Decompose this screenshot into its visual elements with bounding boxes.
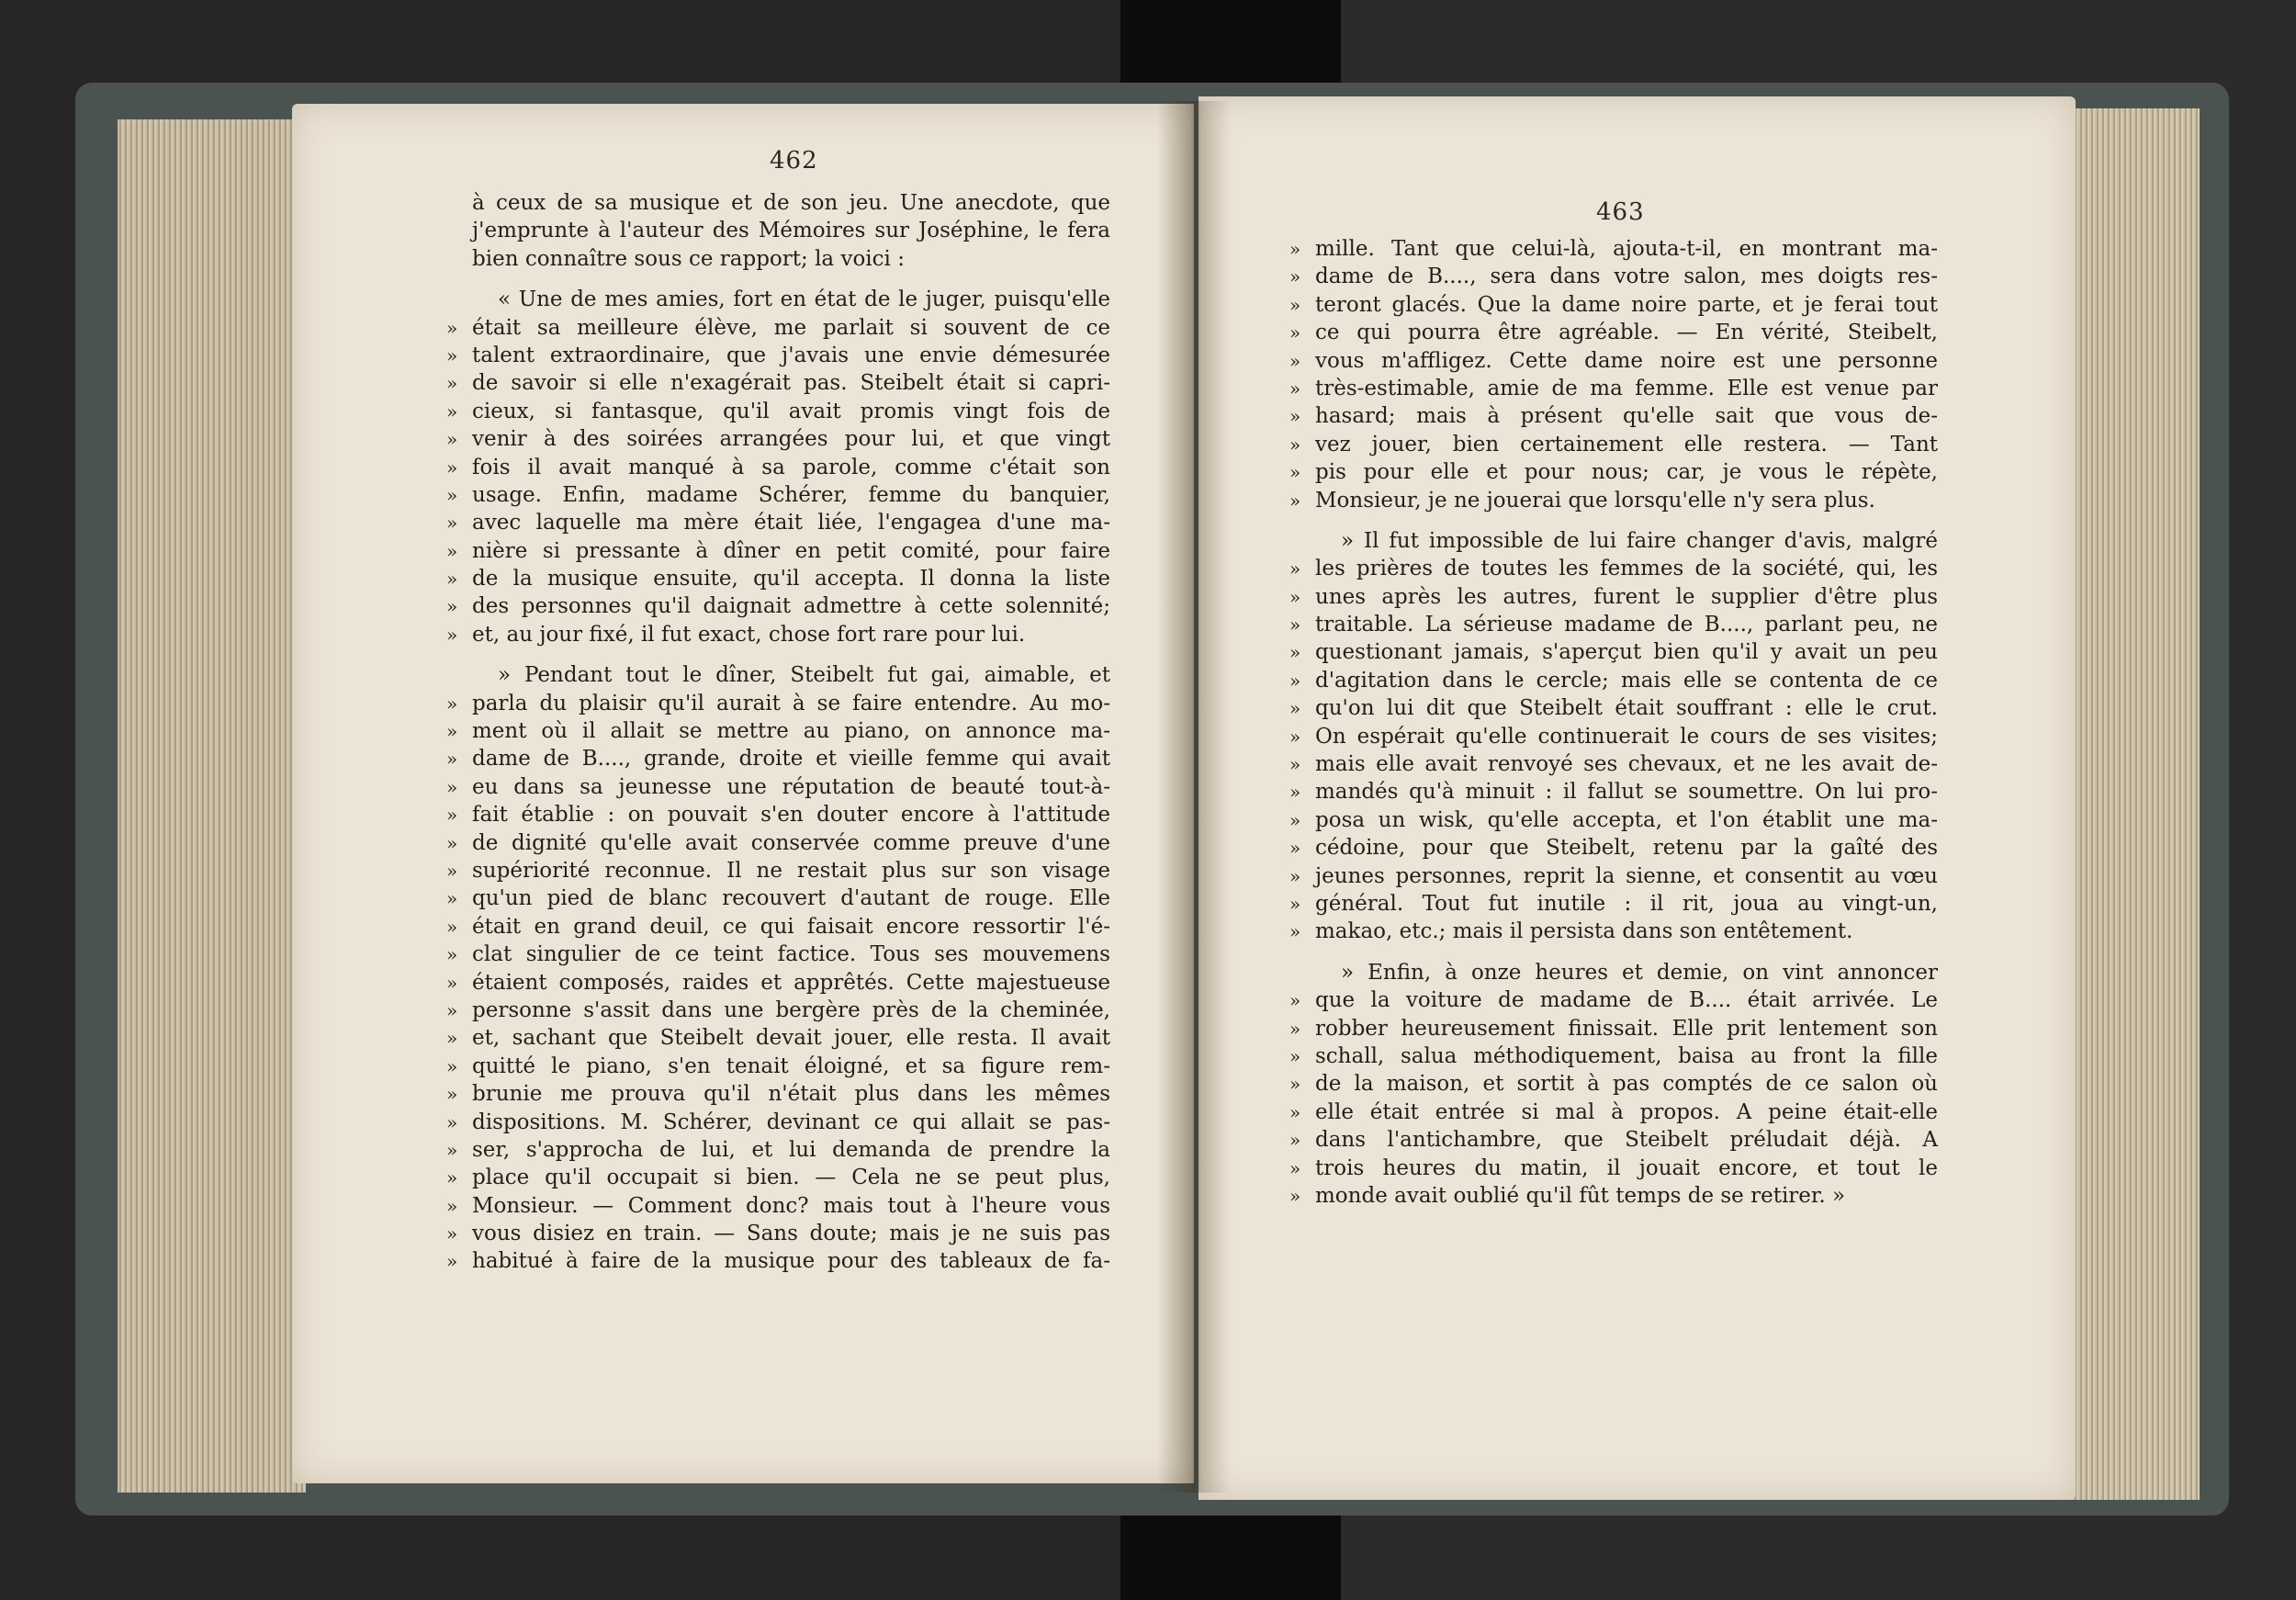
- line-text: monde avait oublié qu'il fût temps de se retirer. »: [1315, 1183, 1846, 1208]
- line-text: ce qui pourra être agréable. — En vérité, Steibelt,: [1315, 321, 1938, 345]
- text-line: [1289, 1070, 1938, 1098]
- text-line: [1289, 1099, 1938, 1126]
- text-line: [472, 245, 1110, 273]
- text-line: [1289, 778, 1938, 806]
- text-line: [1289, 986, 1938, 1014]
- text-line: [1289, 611, 1938, 638]
- quote-mark: »: [446, 456, 458, 479]
- line-text: » Enfin, à onze heures et demie, on vint annoncer: [1341, 960, 1938, 985]
- line-text: cédoine, pour que Steibelt, retenu par la gaîté des: [1315, 836, 1938, 861]
- line-text: de savoir si elle n'exagérait pas. Steibelt était si capri-: [472, 371, 1110, 396]
- line-text: « Une de mes amies, fort en état de le juger, puisqu'elle: [498, 287, 1110, 312]
- text-line: [1289, 291, 1938, 319]
- quote-mark: »: [446, 344, 458, 366]
- line-text: était en grand deuil, ce qui faisait encore ressortir l'é-: [472, 914, 1110, 939]
- text-line: [1315, 959, 1938, 986]
- text-line: [1289, 431, 1938, 458]
- line-text: Monsieur. — Comment donc? mais tout à l'heure vous: [472, 1193, 1110, 1218]
- quote-mark: »: [1289, 321, 1301, 344]
- quote-mark: »: [1289, 265, 1301, 288]
- text-line: [1289, 1182, 1938, 1210]
- quote-mark: »: [1289, 669, 1301, 692]
- line-text: qu'on lui dit que Steibelt était souffrant : elle le crut.: [1315, 696, 1938, 721]
- text-line: [446, 885, 1110, 912]
- text-line: [446, 1080, 1110, 1108]
- line-text: cieux, si fantasque, qu'il avait promis vingt fois de: [472, 399, 1110, 423]
- paragraph-gap: [472, 648, 1110, 661]
- text-line: [1289, 375, 1938, 402]
- text-line: [446, 773, 1110, 801]
- text-line: [1289, 235, 1938, 263]
- text-line: [1289, 402, 1938, 430]
- line-text: » Il fut impossible de lui faire changer d'avis, malgré: [1341, 528, 1938, 553]
- text-line: [446, 913, 1110, 941]
- page-edges-right: [2062, 108, 2200, 1500]
- line-text: personne s'assit dans une bergère près de la cheminée,: [472, 997, 1110, 1022]
- quote-mark: »: [1289, 892, 1301, 915]
- line-text: makao, etc.; mais il persista dans son entêtement.: [1315, 919, 1853, 944]
- text-line: [1289, 723, 1938, 750]
- quote-mark: »: [446, 887, 458, 910]
- text-line: [1289, 263, 1938, 290]
- line-text: On espérait qu'elle continuerait le cours de ses visites;: [1315, 724, 1938, 749]
- quote-mark: »: [446, 1194, 458, 1217]
- line-text: très-estimable, amie de ma femme. Elle est venue par: [1315, 376, 1938, 400]
- line-text: qu'un pied de blanc recouvert d'autant de rouge. Elle: [472, 886, 1110, 911]
- quote-mark: »: [446, 804, 458, 827]
- quote-mark: »: [1289, 808, 1301, 831]
- text-line: [446, 997, 1110, 1024]
- line-text: dispositions. M. Schérer, devinant ce qui allait se pas-: [472, 1110, 1110, 1134]
- quote-mark: »: [446, 1166, 458, 1189]
- paragraph-gap: [1315, 514, 1938, 527]
- quote-mark: »: [1289, 614, 1301, 637]
- quote-mark: »: [1289, 781, 1301, 804]
- quote-mark: »: [1289, 1073, 1301, 1096]
- quote-mark: »: [1289, 489, 1301, 512]
- quote-mark: »: [1289, 641, 1301, 664]
- quote-mark: »: [446, 539, 458, 562]
- quote-mark: »: [1289, 377, 1301, 400]
- quote-mark: »: [1289, 989, 1301, 1012]
- quote-mark: »: [446, 1027, 458, 1050]
- text-line: [1289, 834, 1938, 862]
- line-text: robber heureusement finissait. Elle prit lentement son: [1315, 1016, 1938, 1041]
- line-text: ment où il allait se mettre au piano, on annonce ma-: [472, 719, 1110, 744]
- line-text: j'emprunte à l'auteur des Mémoires sur Joséphine, le fera: [472, 219, 1110, 243]
- line-text: des personnes qu'il daignait admettre à cette solennité;: [472, 594, 1110, 619]
- line-text: traitable. La sérieuse madame de B...., parlant peu, ne: [1315, 613, 1938, 637]
- quote-mark: »: [1289, 1156, 1301, 1179]
- quote-mark: »: [446, 316, 458, 339]
- right-page-text: [1289, 235, 1938, 1210]
- quote-mark: »: [446, 748, 458, 771]
- text-line: [1289, 918, 1938, 945]
- line-text: était sa meilleure élève, me parlait si souvent de ce: [472, 315, 1110, 340]
- text-line: [446, 690, 1110, 717]
- line-text: questionant jamais, s'aperçut bien qu'il y avait un peu: [1315, 640, 1938, 665]
- text-line: [1289, 862, 1938, 890]
- book-gutter: [1157, 101, 1231, 1493]
- text-line: [446, 941, 1110, 968]
- line-text: Monsieur, je ne jouerai que lorsqu'elle n'y sera plus.: [1315, 488, 1875, 513]
- line-text: bien connaître sous ce rapport; la voici :: [472, 246, 905, 271]
- text-line: [1289, 319, 1938, 346]
- quote-mark: »: [446, 998, 458, 1021]
- quote-mark: »: [446, 692, 458, 715]
- quote-mark: »: [446, 623, 458, 646]
- text-line: [472, 661, 1110, 689]
- text-line: [1289, 694, 1938, 722]
- quote-mark: »: [446, 1110, 458, 1133]
- line-text: de la musique ensuite, qu'il accepta. Il donna la liste: [472, 567, 1110, 592]
- quote-mark: »: [1289, 585, 1301, 608]
- text-line: [446, 717, 1110, 745]
- line-text: avec laquelle ma mère était liée, l'engagea d'une ma-: [472, 511, 1110, 535]
- line-text: vous m'affligez. Cette dame noire est une personne: [1315, 348, 1938, 373]
- line-text: dame de B...., sera dans votre salon, mes doigts res-: [1315, 265, 1938, 289]
- text-line: [1289, 806, 1938, 834]
- text-line: [446, 801, 1110, 828]
- quote-mark: »: [446, 1138, 458, 1161]
- text-line: [446, 621, 1110, 648]
- quote-mark: »: [1289, 1184, 1301, 1207]
- line-text: usage. Enfin, madame Schérer, femme du banquier,: [472, 482, 1110, 507]
- text-line: [1289, 583, 1938, 611]
- text-line: [446, 969, 1110, 997]
- line-text: dans l'antichambre, que Steibelt préludait déjà. A: [1315, 1128, 1938, 1153]
- quote-mark: »: [1289, 293, 1301, 316]
- text-line: [446, 481, 1110, 509]
- text-line: [446, 509, 1110, 536]
- line-text: mille. Tant que celui-là, ajouta-t-il, en montrant ma-: [1315, 237, 1938, 261]
- text-line: [446, 425, 1110, 453]
- quote-mark: »: [446, 400, 458, 423]
- line-text: mandés qu'à minuit : il fallut se soumettre. On lui pro-: [1315, 780, 1938, 805]
- quote-mark: »: [1289, 1044, 1301, 1067]
- quote-mark: »: [446, 512, 458, 535]
- text-line: [446, 314, 1110, 342]
- text-line: [1289, 458, 1938, 486]
- text-line: [446, 565, 1110, 592]
- quote-mark: »: [1289, 725, 1301, 748]
- text-line: [446, 1164, 1110, 1191]
- quote-mark: »: [1289, 558, 1301, 580]
- text-line: [1289, 890, 1938, 918]
- quote-mark: »: [446, 859, 458, 882]
- quote-mark: »: [446, 483, 458, 506]
- line-text: fois il avait manqué à sa parole, comme c'était son: [472, 455, 1110, 479]
- line-text: nière si pressante à dîner en petit comité, pour faire: [472, 538, 1110, 563]
- text-line: [446, 1192, 1110, 1220]
- text-line: [446, 1247, 1110, 1275]
- quote-mark: »: [1289, 697, 1301, 720]
- line-text: vez jouer, bien certainement elle restera. — Tant: [1315, 432, 1938, 456]
- text-line: [1289, 667, 1938, 694]
- quote-mark: »: [446, 775, 458, 798]
- text-line: [446, 537, 1110, 565]
- page-number-right: 463: [1596, 198, 1645, 226]
- text-line: [446, 342, 1110, 369]
- line-text: de dignité qu'elle avait conservée comme preuve d'une: [472, 830, 1110, 855]
- quote-mark: »: [446, 943, 458, 966]
- line-text: place qu'il occupait si bien. — Cela ne se peut plus,: [472, 1166, 1110, 1190]
- quote-mark: »: [1289, 1129, 1301, 1152]
- text-line: [446, 829, 1110, 857]
- line-text: mais elle avait renvoyé ses chevaux, et ne les avait de-: [1315, 752, 1938, 777]
- text-line: [1289, 1155, 1938, 1182]
- quote-mark: »: [446, 720, 458, 743]
- line-text: habitué à faire de la musique pour des tableaux de fa-: [472, 1249, 1110, 1274]
- quote-mark: »: [446, 915, 458, 938]
- line-text: et, au jour fixé, il fut exact, chose fort rare pour lui.: [472, 622, 1026, 647]
- line-text: unes après les autres, furent le supplier d'être plus: [1315, 584, 1938, 609]
- line-text: elle était entrée si mal à propos. A peine était-elle: [1315, 1099, 1938, 1124]
- text-line: [446, 1220, 1110, 1247]
- line-text: talent extraordinaire, que j'avais une envie démesurée: [472, 343, 1110, 367]
- line-text: et, sachant que Steibelt devait jouer, elle resta. Il avait: [472, 1026, 1110, 1051]
- line-text: trois heures du matin, il jouait encore, et tout le: [1315, 1155, 1938, 1180]
- line-text: eu dans sa jeunesse une réputation de beauté tout-à-: [472, 774, 1110, 799]
- quote-mark: »: [1289, 864, 1301, 887]
- text-line: [1289, 1015, 1938, 1042]
- quote-mark: »: [1289, 405, 1301, 428]
- line-text: schall, salua méthodiquement, baisa au front la fille: [1315, 1043, 1938, 1068]
- quote-mark: »: [446, 428, 458, 451]
- quote-mark: »: [446, 1250, 458, 1273]
- text-line: [1289, 1126, 1938, 1154]
- text-line: [446, 369, 1110, 397]
- quote-mark: »: [446, 971, 458, 994]
- text-line: [1289, 750, 1938, 778]
- text-line: [1289, 1042, 1938, 1070]
- line-text: brunie me prouva qu'il n'était plus dans les mêmes: [472, 1082, 1110, 1107]
- quote-mark: »: [1289, 837, 1301, 860]
- line-text: parla du plaisir qu'il aurait à se faire entendre. Au mo-: [472, 691, 1110, 715]
- text-line: [472, 217, 1110, 244]
- line-text: » Pendant tout le dîner, Steibelt fut gai, aimable, et: [498, 663, 1110, 688]
- line-text: à ceux de sa musique et de son jeu. Une anecdote, que: [472, 191, 1110, 215]
- text-line: [446, 1136, 1110, 1164]
- line-text: général. Tout fut inutile : il rit, joua au vingt-un,: [1315, 891, 1938, 916]
- text-line: [1289, 487, 1938, 514]
- quote-mark: »: [446, 568, 458, 591]
- quote-mark: »: [1289, 349, 1301, 372]
- paragraph-gap: [472, 273, 1110, 286]
- quote-mark: »: [1289, 1017, 1301, 1040]
- text-line: [1289, 638, 1938, 666]
- quote-mark: »: [446, 1054, 458, 1077]
- text-line: [1289, 347, 1938, 375]
- quote-mark: »: [446, 1083, 458, 1106]
- text-line: [446, 398, 1110, 425]
- line-text: de la maison, et sortit à pas comptés de ce salon où: [1315, 1072, 1938, 1097]
- text-line: [446, 1024, 1110, 1052]
- line-text: clat singulier de ce teint factice. Tous ses mouvemens: [472, 942, 1110, 967]
- line-text: étaient composés, raides et apprêtés. Cette majestueuse: [472, 970, 1110, 995]
- line-text: fait établie : on pouvait s'en douter encore à l'attitude: [472, 803, 1110, 828]
- text-line: [446, 592, 1110, 620]
- line-text: vous disiez en train. — Sans doute; mais je ne suis pas: [472, 1222, 1110, 1246]
- text-line: [1315, 527, 1938, 555]
- quote-mark: »: [1289, 753, 1301, 776]
- line-text: les prières de toutes les femmes de la société, qui, les: [1315, 557, 1938, 581]
- line-text: pis pour elle et pour nous; car, je vous le répète,: [1315, 460, 1938, 485]
- quote-mark: »: [1289, 461, 1301, 484]
- line-text: ser, s'approcha de lui, et lui demanda de prendre la: [472, 1137, 1110, 1162]
- text-line: [472, 286, 1110, 313]
- line-text: venir à des soirées arrangées pour lui, et que vingt: [472, 427, 1110, 452]
- line-text: quitté le piano, s'en tenait éloigné, et sa figure rem-: [472, 1054, 1110, 1078]
- text-line: [446, 745, 1110, 772]
- line-text: que la voiture de madame de B.... était arrivée. Le: [1315, 988, 1938, 1013]
- quote-mark: »: [1289, 920, 1301, 943]
- page-edges-left: [118, 119, 306, 1493]
- quote-mark: »: [446, 831, 458, 854]
- text-line: [446, 1109, 1110, 1136]
- page-number-left: 462: [770, 147, 818, 175]
- text-line: [446, 857, 1110, 885]
- quote-mark: »: [1289, 238, 1301, 260]
- quote-mark: »: [1289, 433, 1301, 456]
- line-text: teront glacés. Que la dame noire parte, et je ferai tout: [1315, 292, 1938, 317]
- paragraph-gap: [1315, 946, 1938, 959]
- text-line: [446, 1053, 1110, 1080]
- line-text: posa un wisk, qu'elle accepta, et l'on établit une ma-: [1315, 807, 1938, 832]
- line-text: d'agitation dans le cercle; mais elle se contenta de ce: [1315, 668, 1938, 693]
- text-line: [446, 454, 1110, 481]
- left-page-text: [446, 189, 1110, 1276]
- quote-mark: »: [446, 595, 458, 618]
- line-text: hasard; mais à présent qu'elle sait que vous de-: [1315, 404, 1938, 429]
- line-text: supériorité reconnue. Il ne restait plus sur son visage: [472, 858, 1110, 883]
- quote-mark: »: [1289, 1100, 1301, 1123]
- text-line: [472, 189, 1110, 217]
- quote-mark: »: [446, 1223, 458, 1245]
- quote-mark: »: [446, 372, 458, 395]
- line-text: dame de B...., grande, droite et vieille femme qui avait: [472, 747, 1110, 772]
- line-text: jeunes personnes, reprit la sienne, et consentit au vœu: [1315, 863, 1938, 888]
- text-line: [1289, 555, 1938, 582]
